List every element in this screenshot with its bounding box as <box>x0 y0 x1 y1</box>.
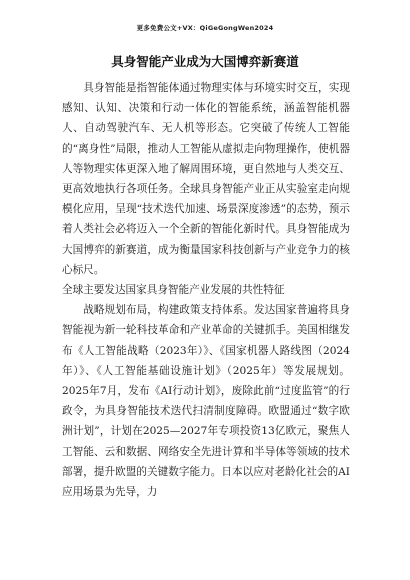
intro-paragraph: 具身智能是指智能体通过物理实体与环境实时交互，实现感知、认知、决策和行动一体化的智能系统，涵盖智能机器人、自动驾驶汽车、无人机等形态。它突破了传统人工智能的“离身性”局限，推动人工智能从虚拟走向物理操作，使机器人等物理实体更深入地了解周围环境，更自然地与人类交互、更高效地执行各项任务。全球具身智能产业正从实验室走向规模化应用，呈现“技术迭代加速、场景深度渗透”的态势，预示着人类社会必将迈入一个全新的智能化新时代。具身智能成为大国博弈的新赛道，成为衡量国家科技创新与产业竞争力的核心标尺。 <box>62 82 350 276</box>
document-title: 具身智能产业成为大国博弈新赛道 <box>111 54 299 69</box>
section-heading: 全球主要发达国家具身智能产业发展的共性特征 <box>62 284 285 297</box>
page-header: 更多免费公文+VX：QiGeGongWen2024 <box>136 24 274 32</box>
strategy-paragraph: 战略规划布局，构建政策支持体系。发达国家普遍将具身智能视为新一轮科技革命和产业革命的关键抓手。美国相继发布《人工智能战略（2023年）》、《国家机器人路线图（2024年）》、《人工智能基础设施计划》（2025年）等发展规划。2025年7月，发布《AI行动计划》，废除此前“过度监管”的行政令，为具身智能技术迭代扫清制度障碍。欧盟通过“数字欧洲计划”，计划在2025—2027年专项投资13亿欧元，聚焦人工智能、云和数据、网络安全先进计算和半导体等领域的技术部署，提升欧盟的关键数字能力。日本以应对老龄化社会的AI应用场景为先导，力 <box>62 304 350 499</box>
document-body <box>62 78 350 502</box>
